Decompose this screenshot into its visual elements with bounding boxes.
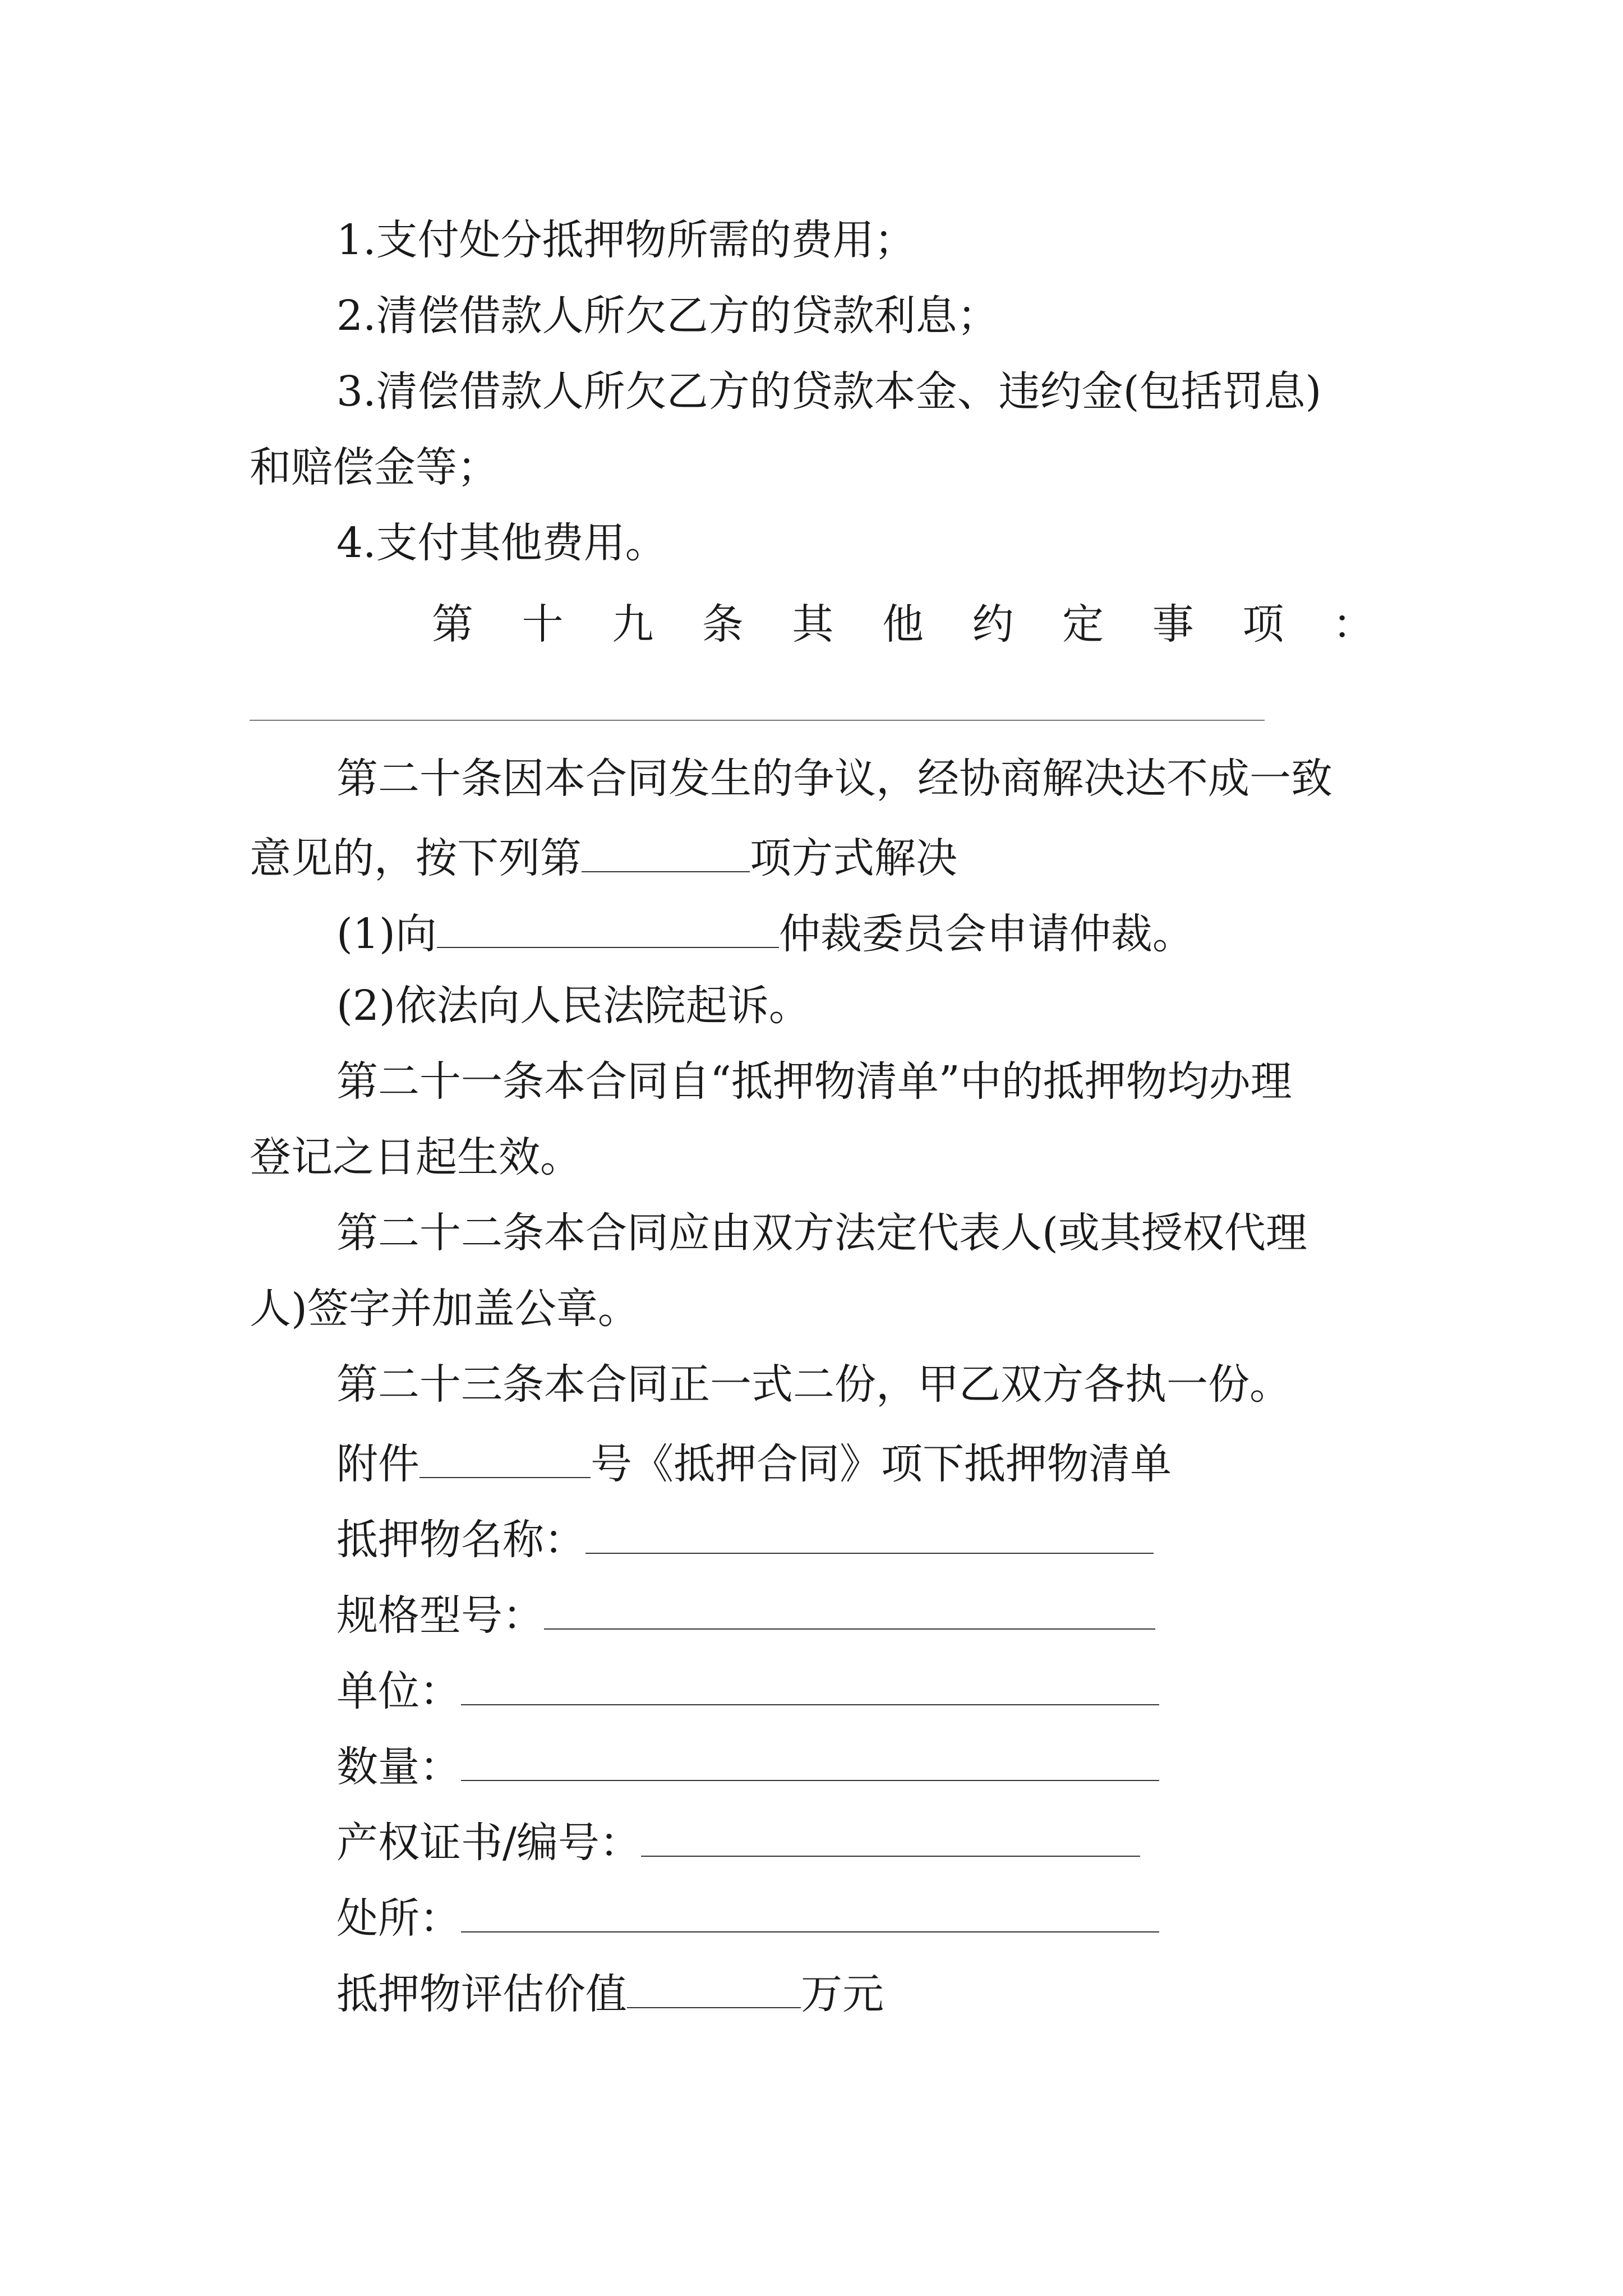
attachment-title: [336, 1432, 1172, 1488]
article-23: 第二十三条本合同正一式二份，甲乙双方各执一份。: [336, 1360, 1291, 1409]
article-20-cont: [250, 826, 957, 882]
collateral-name-blank: [585, 1508, 1154, 1554]
unit-label: 单位：: [336, 1667, 461, 1715]
title-cert-blank: [641, 1811, 1140, 1857]
contract-number-blank: [419, 1432, 591, 1478]
heading-char: ：: [1332, 600, 1374, 648]
attachment-text-a: 附件: [336, 1440, 419, 1488]
heading-char: 他: [882, 600, 924, 648]
heading-char: 事: [1152, 600, 1194, 648]
article-19-heading: [432, 596, 1374, 652]
quantity-label: 数量：: [336, 1743, 461, 1791]
option-1-text-b: 仲裁委员会申请仲裁。: [778, 910, 1194, 958]
unit-row: [336, 1659, 1159, 1715]
valuation-unit: 万元: [801, 1970, 884, 2018]
location-blank: [461, 1887, 1159, 1932]
method-number-blank: [582, 826, 750, 872]
article-19-blank-line: [250, 720, 1265, 721]
title-cert-label: 产权证书/编号：: [336, 1819, 641, 1867]
article-20-text-b: 项方式解决: [750, 834, 957, 882]
article-21-cont: 登记之日起生效。: [250, 1133, 582, 1181]
collateral-name-label: 抵押物名称：: [336, 1516, 585, 1564]
heading-char: 十: [522, 600, 564, 648]
article-20-text-a: 意见的，按下列第: [250, 834, 582, 882]
valuation-row: [336, 1962, 884, 2018]
heading-char: 其: [792, 600, 834, 648]
quantity-blank: [461, 1735, 1159, 1781]
attachment-text-b: 号《抵押合同》项下抵押物清单: [591, 1440, 1172, 1488]
arbitration-commission-blank: [437, 902, 779, 948]
quantity-row: [336, 1735, 1159, 1791]
dispute-option-1: [336, 902, 1194, 958]
valuation-blank: [627, 1962, 801, 2008]
unit-blank: [461, 1659, 1159, 1705]
article-22-cont: 人)签字并加盖公章。: [250, 1285, 639, 1333]
title-cert-row: [336, 1811, 1140, 1867]
spec-model-label: 规格型号：: [336, 1591, 544, 1640]
heading-char: 项: [1242, 600, 1284, 648]
heading-char: 条: [702, 600, 744, 648]
heading-char: 九: [612, 600, 654, 648]
collateral-name-row: [336, 1508, 1154, 1564]
dispute-option-2: (2)依法向人民法院起诉。: [336, 982, 810, 1030]
heading-char: 第: [432, 600, 473, 648]
clause-item-2: 2.清偿借款人所欠乙方的贷款利息；: [336, 292, 999, 340]
article-21: 第二十一条本合同自“抵押物清单”中的抵押物均办理: [336, 1057, 1292, 1106]
location-label: 处所：: [336, 1894, 461, 1943]
clause-item-3: 3.清偿借款人所欠乙方的贷款本金、违约金(包括罚息): [336, 367, 1322, 416]
location-row: [336, 1887, 1159, 1943]
clause-item-3-cont: 和赔偿金等；: [250, 443, 499, 491]
spec-model-row: [336, 1584, 1155, 1640]
option-1-text-a: (1)向: [336, 910, 437, 958]
article-22: 第二十二条本合同应由双方法定代表人(或其授权代理: [336, 1209, 1307, 1257]
clause-item-4: 4.支付其他费用。: [336, 519, 667, 567]
heading-char: 约: [972, 600, 1014, 648]
valuation-label: 抵押物评估价值: [336, 1970, 627, 2018]
clause-item-1: 1.支付处分抵押物所需的费用；: [336, 216, 916, 264]
spec-model-blank: [544, 1584, 1155, 1630]
heading-char: 定: [1062, 600, 1104, 648]
article-20: 第二十条因本合同发生的争议，经协商解决达不成一致: [336, 754, 1332, 803]
